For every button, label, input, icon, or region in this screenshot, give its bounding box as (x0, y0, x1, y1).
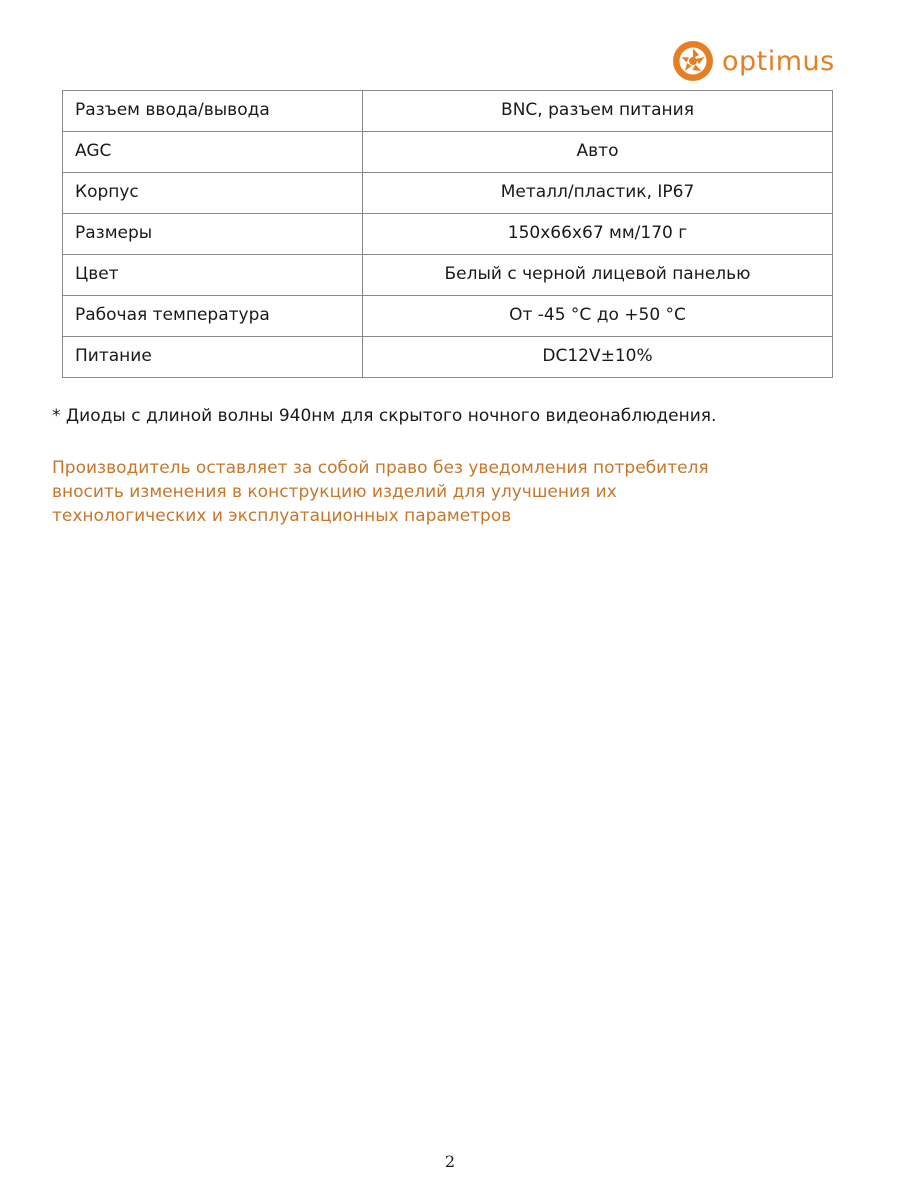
brand-name: optimus (722, 45, 835, 77)
spec-param: Размеры (63, 214, 363, 255)
spec-value: BNC, разъем питания (363, 91, 833, 132)
disclaimer-line: Производитель оставляет за собой право без уведомления потребителя (52, 458, 709, 478)
spec-param: Цвет (63, 255, 363, 296)
table-row (63, 296, 833, 337)
table-row (63, 91, 833, 132)
spec-param: Рабочая температура (63, 296, 363, 337)
spec-value: DC12V±10% (363, 337, 833, 378)
disclaimer-line: вносить изменения в конструкцию изделий для улучшения их (52, 482, 617, 502)
spec-param: Питание (63, 337, 363, 378)
spec-param: Корпус (63, 173, 363, 214)
aperture-icon (672, 40, 714, 82)
footnote: * Диоды с длиной волны 940нм для скрытого ночного видеонаблюдения. (52, 406, 717, 426)
table-row (63, 173, 833, 214)
brand-logo (672, 40, 835, 82)
table-row (63, 214, 833, 255)
spec-value: От -45 °C до +50 °C (363, 296, 833, 337)
spec-param: AGC (63, 132, 363, 173)
spec-value: Авто (363, 132, 833, 173)
spec-value: Белый с черной лицевой панелью (363, 255, 833, 296)
spec-value: Металл/пластик, IP67 (363, 173, 833, 214)
disclaimer-line: технологических и эксплуатационных параметров (52, 506, 512, 526)
disclaimer (52, 456, 709, 528)
spec-table (62, 90, 833, 378)
spec-param: Разъем ввода/вывода (63, 91, 363, 132)
page-number: 2 (444, 1152, 456, 1171)
spec-value: 150x66x67 мм/170 г (363, 214, 833, 255)
table-row (63, 337, 833, 378)
table-row (63, 132, 833, 173)
table-row (63, 255, 833, 296)
